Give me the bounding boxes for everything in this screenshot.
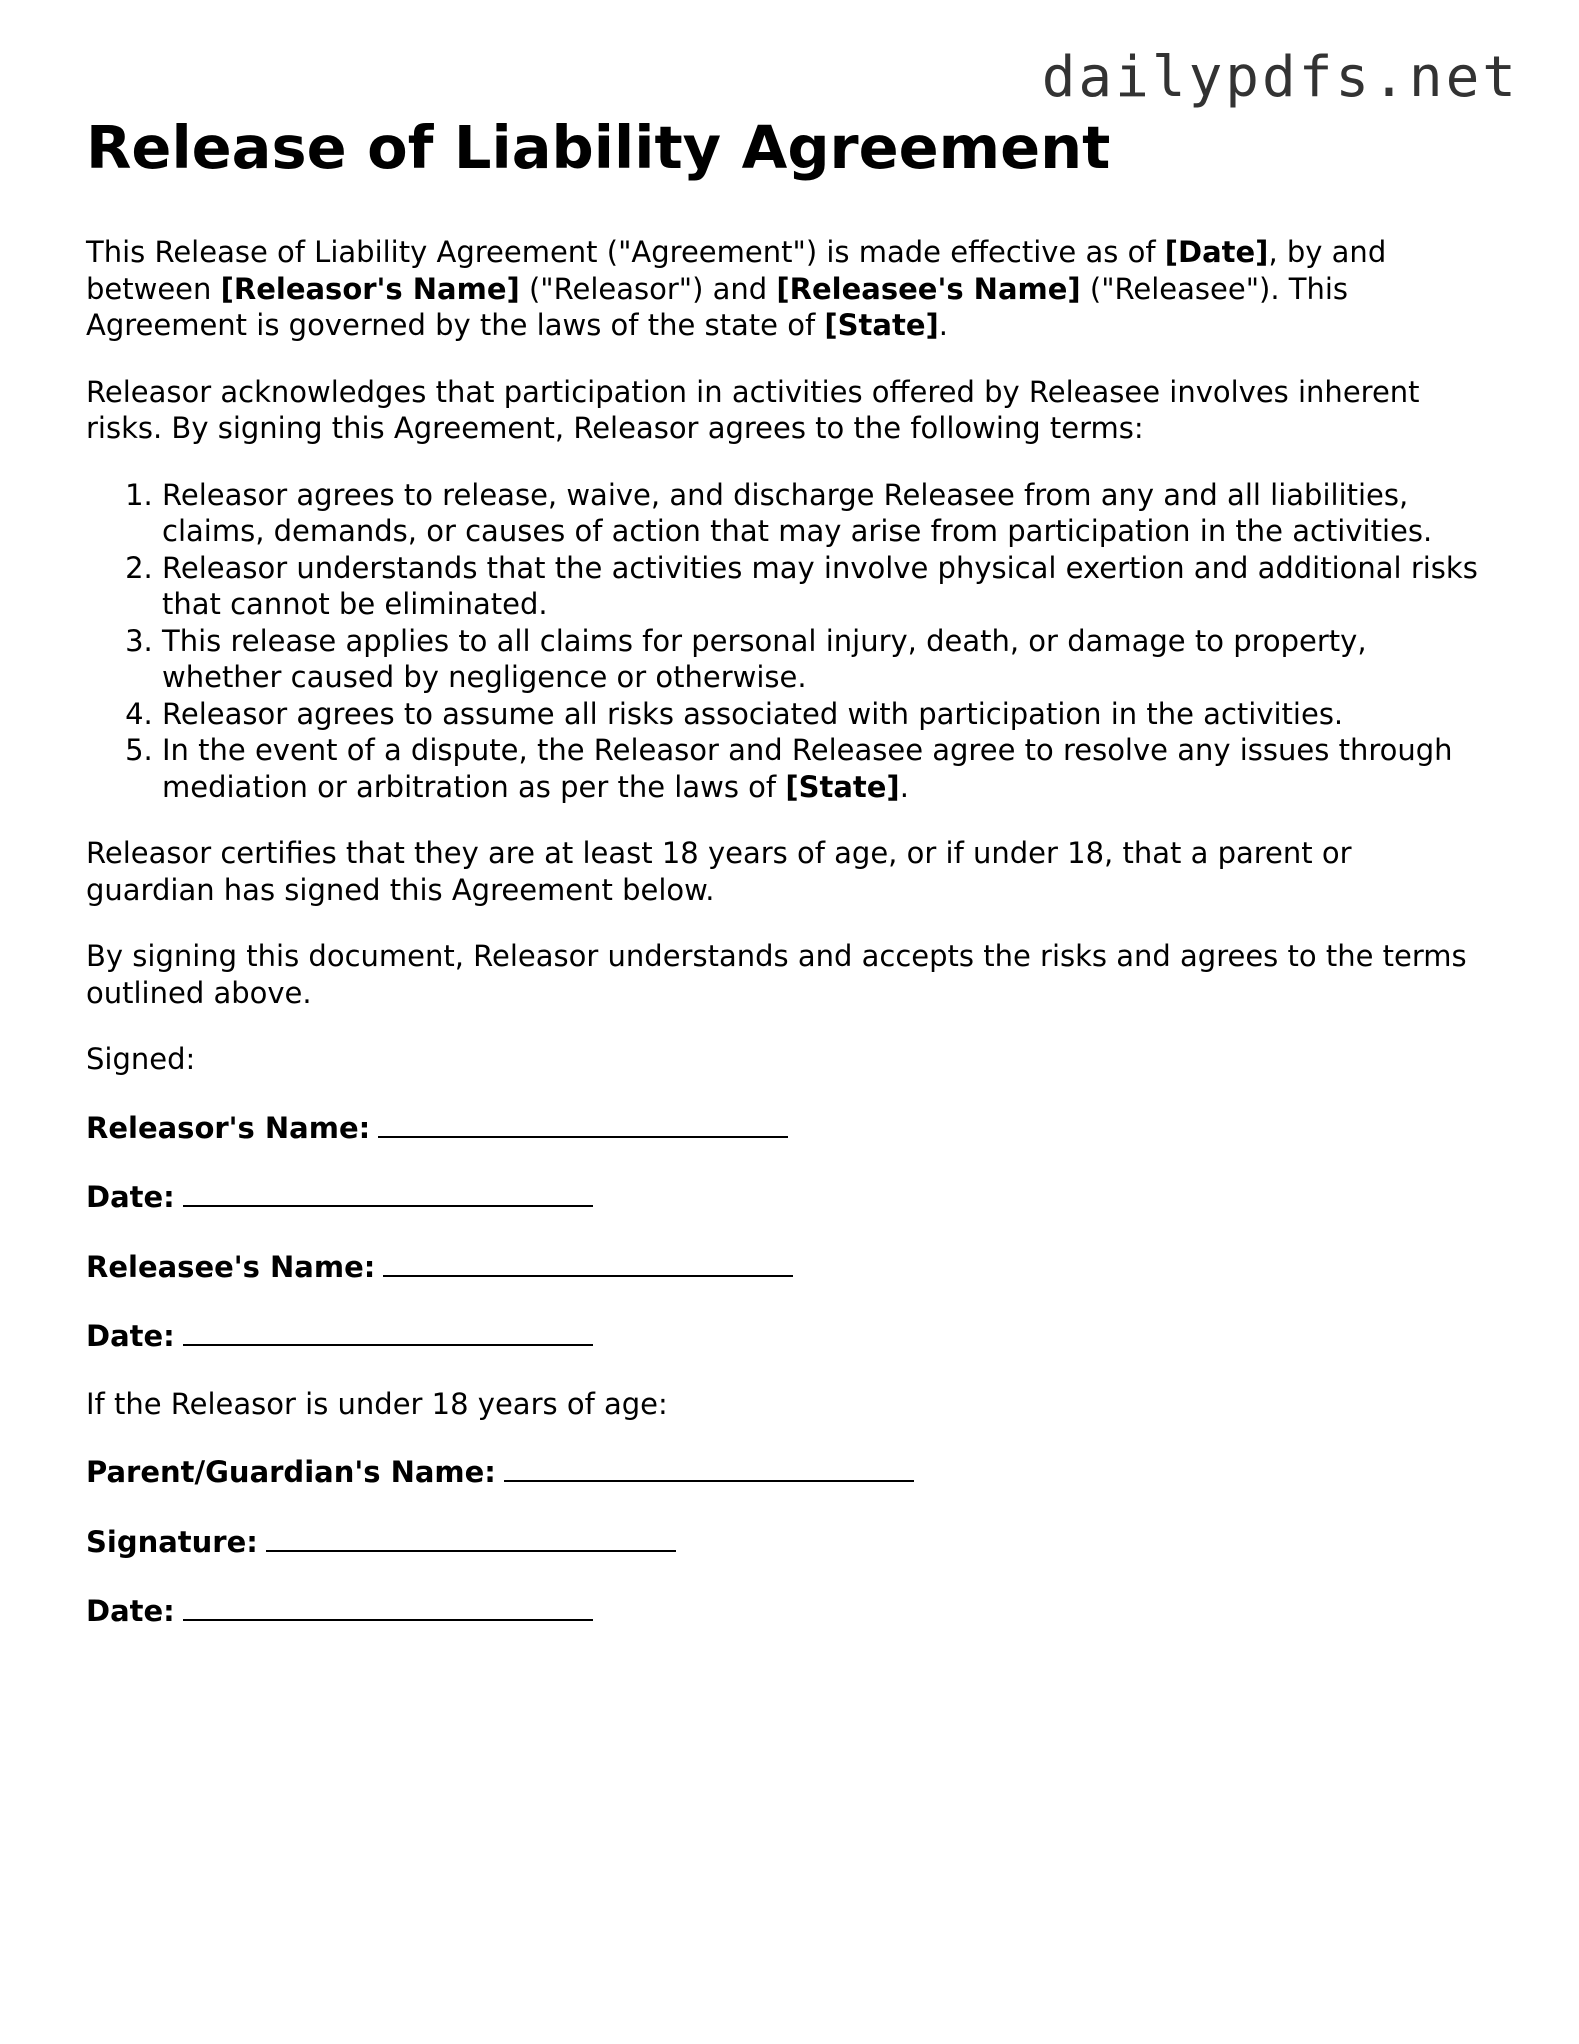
intro-text-2: , by and between (86, 235, 1387, 306)
releasee-name-blank[interactable] (383, 1247, 793, 1277)
releasor-name-placeholder: [Releasor's Name] (220, 271, 520, 306)
guardian-name-blank[interactable] (504, 1452, 914, 1482)
releasee-name-placeholder: [Releasee's Name] (776, 271, 1081, 306)
releasor-name-label: Releasor's Name: (86, 1110, 371, 1145)
guardian-date-line (86, 1591, 1486, 1630)
releasee-date-label: Date: (86, 1319, 175, 1353)
term-item (162, 732, 1486, 805)
document-page (86, 108, 1486, 1661)
releasee-date-blank[interactable] (183, 1316, 593, 1346)
intro-text-4: ("Releasee"). This Agreement is governed by the laws of the state of (86, 271, 1349, 342)
releasor-date-line (86, 1177, 1486, 1216)
releasor-date-label: Date: (86, 1180, 175, 1214)
releasor-name-blank[interactable] (378, 1108, 788, 1138)
intro-text-1: This Release of Liability Agreement ("Agreement") is made effective as of (86, 235, 1165, 269)
intro-text-5: . (938, 308, 948, 342)
guardian-date-label: Date: (86, 1594, 175, 1628)
guardian-name-label: Parent/Guardian's Name: (86, 1455, 496, 1489)
guardian-name-line (86, 1452, 1486, 1491)
releasor-name-line (86, 1108, 1486, 1147)
terms-list (86, 477, 1486, 806)
watermark: dailypdfs.net (1041, 45, 1519, 110)
age-certification-paragraph: Releasor certifies that they are at least 18 years of age, or if under 18, that a parent or guardian has signed this Agreement below. (86, 836, 1352, 907)
term-item: 4. Releasor agrees to assume all risks associated with participation in the activities. (162, 696, 1486, 733)
term-item: 2. Releasor understands that the activities may involve physical exertion and additional risks that cannot be eliminated. (162, 550, 1486, 623)
signed-label: Signed: (86, 1042, 196, 1076)
term-item: 3. This release applies to all claims for personal injury, death, or damage to property, whether caused by negligence or otherwise. (162, 623, 1486, 696)
releasor-date-blank[interactable] (183, 1177, 593, 1207)
releasee-date-line (86, 1316, 1486, 1355)
guardian-signature-label: Signature: (86, 1524, 258, 1559)
term-item: 1. Releasor agrees to release, waive, and discharge Releasee from any and all liabilities, claims, demands, or causes of action that may arise from participation in the activities. (162, 477, 1486, 550)
intro-paragraph (86, 234, 1486, 344)
acceptance-paragraph: By signing this document, Releasor understands and accepts the risks and agrees to the terms outlined above. (86, 939, 1467, 1010)
guardian-date-blank[interactable] (183, 1591, 593, 1621)
date-placeholder: [Date] (1164, 235, 1269, 269)
minor-intro: If the Releasor is under 18 years of age: (86, 1386, 668, 1421)
document-title: Release of Liability Agreement (86, 113, 1111, 182)
intro-text-3: ("Releasor") and (519, 271, 777, 306)
guardian-signature-blank[interactable] (266, 1522, 676, 1552)
acknowledgement-paragraph: Releasor acknowledges that participation in activities offered by Releasee involves inherent risks. By signing this Agreement, Releasor agrees to the following terms: (86, 374, 1420, 445)
term-5-state-placeholder: [State] (785, 769, 900, 804)
term-5-text: In the event of a dispute, the Releasor and Releasee agree to resolve any issues through mediation or arbitration as per the laws of (162, 733, 1453, 804)
releasee-name-label: Releasee's Name: (86, 1249, 376, 1284)
releasee-name-line (86, 1247, 1486, 1286)
term-5-end: . (899, 769, 909, 804)
state-placeholder: [State] (824, 308, 939, 342)
guardian-signature-line (86, 1522, 1486, 1561)
